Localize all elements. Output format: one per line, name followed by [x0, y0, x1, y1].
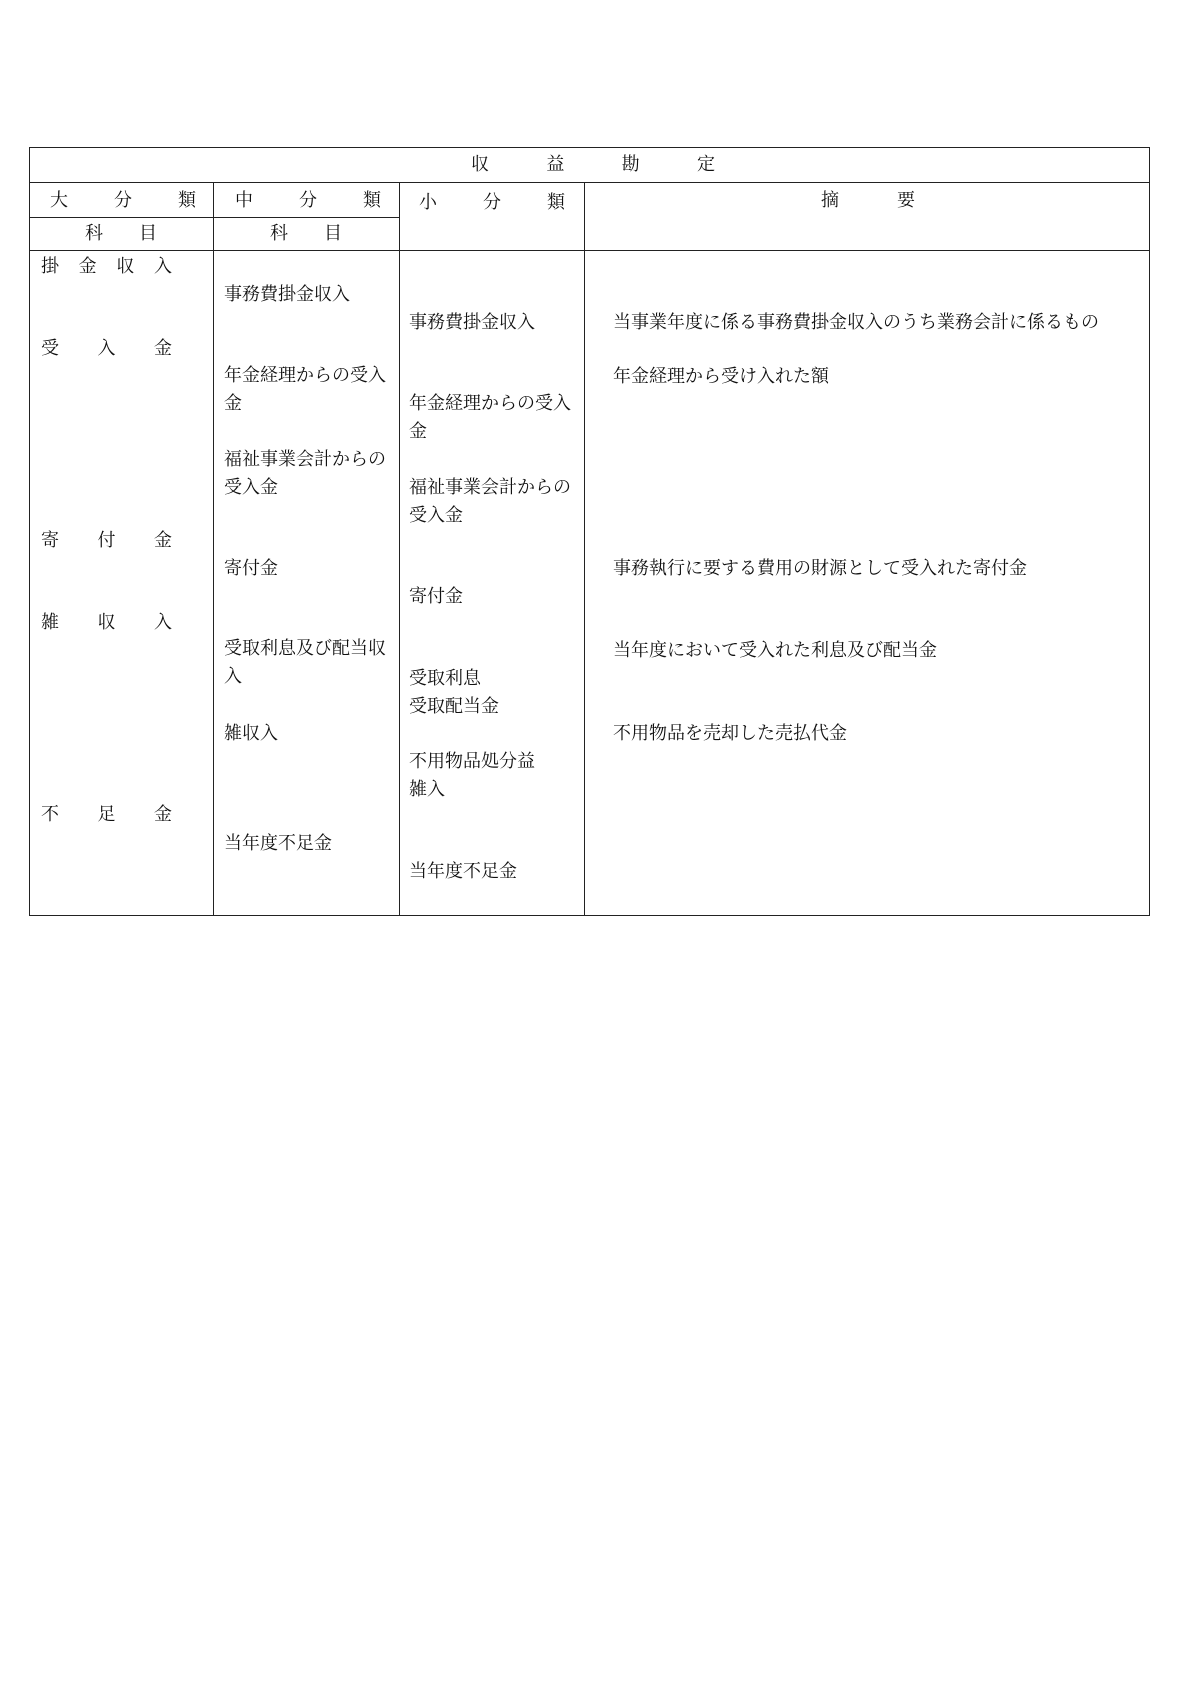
- summary-item: 当年度において受入れた利息及び配当金: [613, 640, 937, 661]
- summary-item: 年金経理から受け入れた額: [613, 366, 829, 387]
- title-divider: [30, 182, 1149, 183]
- middle-item: 年金経理からの受入金: [224, 365, 386, 414]
- major-fusokukin: 不 足 金: [41, 804, 172, 825]
- minor-item: 事務費掛金収入: [409, 312, 535, 333]
- header-kamoku-2: 科 目: [270, 223, 342, 244]
- middle-item: 寄付金: [224, 558, 278, 579]
- minor-item: 不用物品処分益: [409, 751, 535, 772]
- minor-item: 雑入: [409, 779, 445, 800]
- minor-item: 受取配当金: [409, 696, 499, 717]
- header-bottom-divider: [30, 250, 1149, 251]
- column-divider-1: [213, 182, 214, 915]
- header-tekiyo: 摘 要: [821, 190, 915, 211]
- table-title: 収 益 勘 定: [471, 154, 715, 175]
- column-divider-3: [584, 182, 585, 915]
- major-kakekin-shunyu: 掛 金 収 入: [41, 256, 172, 277]
- middle-item: 受取利息及び配当収入: [224, 638, 386, 687]
- minor-item: 寄付金: [409, 586, 463, 607]
- summary-item: 当事業年度に係る事務費掛金収入のうち業務会計に係るもの: [613, 312, 1099, 333]
- minor-item: 当年度不足金: [409, 861, 517, 882]
- revenue-account-table: [29, 147, 1150, 916]
- header-divider-kamoku-1: [30, 217, 214, 218]
- minor-item: 受取利息: [409, 668, 481, 689]
- header-daibunrui: 大 分 類: [50, 190, 196, 211]
- middle-item: 雑収入: [224, 723, 278, 744]
- header-shobunrui: 小 分 類: [419, 192, 565, 213]
- summary-item: 事務執行に要する費用の財源として受入れた寄付金: [613, 558, 1027, 579]
- header-kamoku-1: 科 目: [85, 223, 157, 244]
- major-kifukin: 寄 付 金: [41, 530, 172, 551]
- header-chubunrui: 中 分 類: [235, 190, 381, 211]
- minor-item: 福祉事業会計からの受入金: [409, 477, 571, 526]
- middle-item: 事務費掛金収入: [224, 284, 350, 305]
- summary-item: 不用物品を売却した売払代金: [613, 723, 847, 744]
- middle-item: 当年度不足金: [224, 833, 332, 854]
- minor-item: 年金経理からの受入金: [409, 393, 571, 442]
- header-divider-kamoku-2: [214, 217, 399, 218]
- major-zatsushunyu: 雑 収 入: [41, 612, 172, 633]
- major-ukeirekin: 受 入 金: [41, 338, 172, 359]
- column-divider-2: [399, 182, 400, 915]
- middle-item: 福祉事業会計からの受入金: [224, 449, 386, 498]
